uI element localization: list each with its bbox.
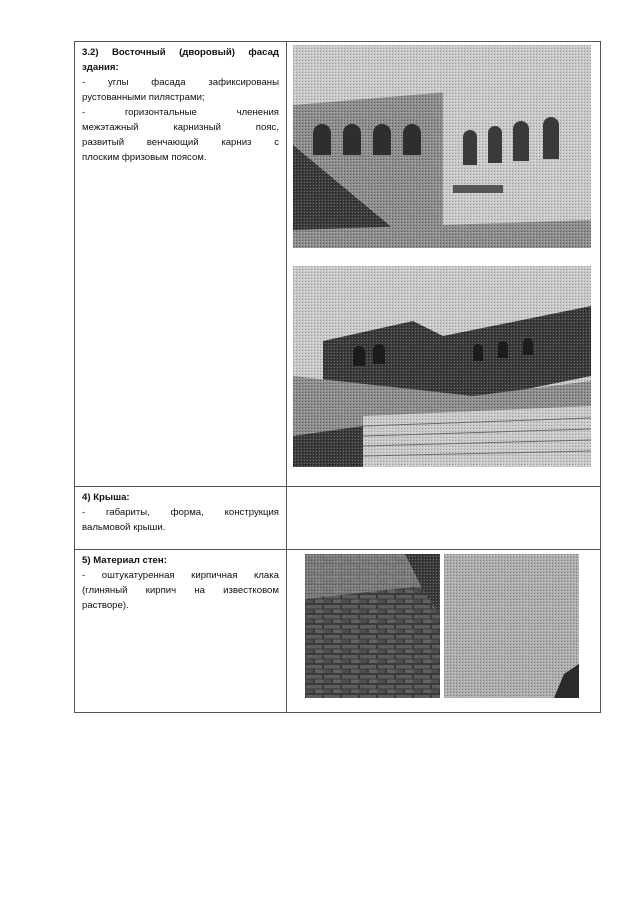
- list-item: - габариты, форма, конструкция: [82, 507, 279, 518]
- photo-cell: [287, 487, 601, 550]
- section-heading: 3.2) Восточный (дворовый) фасад: [82, 47, 279, 58]
- list-item: межэтажный карнизный пояс,: [82, 122, 279, 133]
- east-facade-photo-1: [293, 45, 591, 248]
- list-item: рустованными пилястрами;: [82, 92, 205, 103]
- list-item: развитый венчающий карниз с: [82, 137, 279, 148]
- photo-cell: [287, 550, 601, 713]
- east-facade-photo-2: [293, 266, 591, 467]
- description-cell: [75, 487, 287, 550]
- brick-masonry-photo: [305, 554, 440, 698]
- list-item: - горизонтальные членения: [82, 107, 279, 118]
- list-item: плоским фризовым поясом.: [82, 152, 207, 163]
- section-heading: 5) Материал стен:: [82, 555, 167, 566]
- list-item: - углы фасада зафиксированы: [82, 77, 279, 88]
- list-item: (глиняный кирпич на известковом: [82, 585, 279, 596]
- list-item: - оштукатуренная кирпичная клака: [82, 570, 279, 581]
- photo-cell: [287, 42, 601, 487]
- list-item: вальмовой крыши.: [82, 522, 166, 533]
- description-cell: [75, 550, 287, 713]
- list-item: растворе).: [82, 600, 129, 611]
- table-row: [75, 487, 601, 550]
- section-heading: 4) Крыша:: [82, 492, 130, 503]
- monument-description-table: [74, 41, 601, 713]
- section-heading: здания:: [82, 62, 119, 73]
- description-cell: [75, 42, 287, 487]
- plaster-surface-photo: [444, 554, 579, 698]
- table-row: [75, 42, 601, 487]
- table-row: [75, 550, 601, 713]
